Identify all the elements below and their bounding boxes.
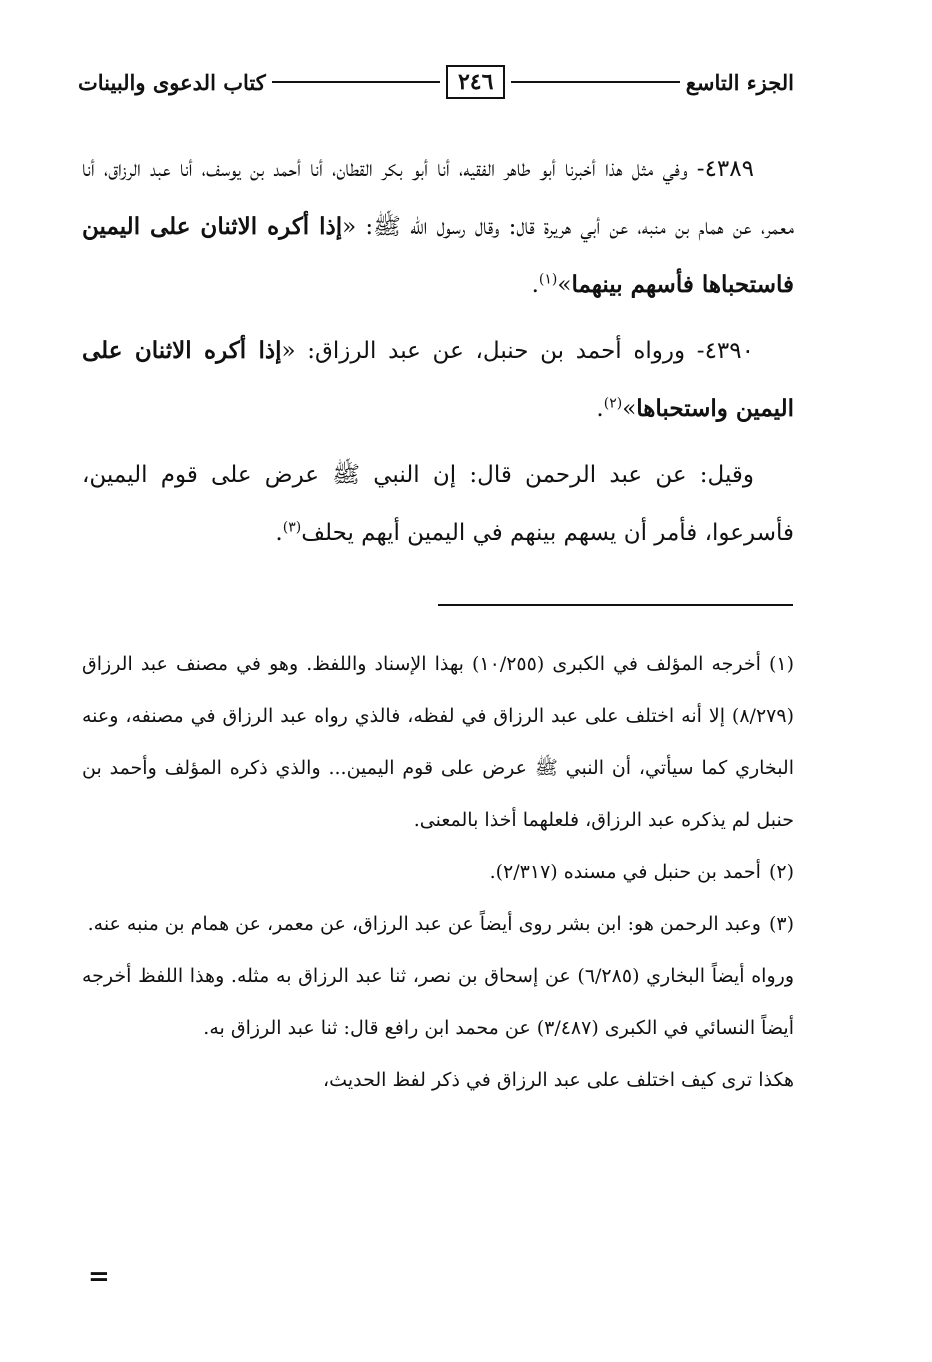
footnote-ref-1[interactable]: (١): [538, 271, 558, 288]
narration-paragraph: وقيل: عن عبد الرحمن قال: إن النبي ﷺ عرض على قوم اليمين، فأسرعوا، فأمر أن يسهم بينهم في اليمين أيهم يحلف$^{(٣)}$.: [82, 462, 794, 546]
hadith-4389-quote: إذا أكره الاثنان على اليمين فاستحباها فأسهم بينهما: [82, 213, 794, 298]
header-rule-right: [511, 81, 679, 83]
footnote-3-continued: ورواه أيضاً البخاري (٦/٢٨٥) عن إسحاق بن نصر، ثنا عبد الرزاق به مثله. وهذا اللفظ أخرجه أيضاً النسائي في الكبرى (٣/٤٨٧) عن محمد ابن رافع قال: ثنا عبد الرزاق به.: [82, 965, 794, 1039]
volume-label: الجزء التاسع: [685, 69, 794, 95]
header-rule-left: [272, 81, 440, 83]
page-header: [78, 62, 794, 102]
footnote-1: [82, 638, 794, 846]
footnote-3: [82, 898, 794, 950]
footnote-text: أخرجه المؤلف في الكبرى (١٠/٢٥٥) بهذا الإسناد واللفظ. وهو في مصنف عبد الرزاق (٨/٢٧٩) إلا أنه اختلف على عبد الرزاق في لفظه، فالذي رواه عبد الرزاق في مصنفه، وعنه البخاري كما سيأتي، أن النبي ﷺ عرض على قوم اليمين... والذي ذكره المؤلف وأحمد بن حنبل لم يذكره عبد الرزاق، فلعلهما أخذا بالمعنى.: [82, 653, 794, 831]
main-text: [82, 140, 794, 570]
footnote-ref-2[interactable]: (٢): [603, 395, 623, 412]
hadith-4390-quote: إذا أكره الاثنان على اليمين واستحباها: [82, 337, 794, 422]
book-title: كتاب الدعوى والبينات: [77, 69, 266, 95]
narration-text: وقيل: عن عبد الرحمن قال: إن النبي ﷺ عرض على قوم اليمين، فأسرعوا، فأمر أن يسهم بينهم في اليمين أيهم يحلف: [82, 462, 794, 546]
footnote-text: وعبد الرحمن هو: ابن بشر روى أيضاً عن عبد الرزاق، عن معمر، عن همام بن منبه عنه.: [87, 913, 761, 935]
footnote-2: [82, 846, 794, 898]
footnote-3-continued-2: هكذا ترى كيف اختلف على عبد الرزاق في ذكر لفظ الحديث،: [323, 1069, 794, 1091]
hadith-4389: ٤٣٨٩- وفي مثل هذا أخبرنا أبو طاهر الفقيه، أنا أبو بكر القطان، أنا أحمد بن يوسف، أنا عبد الرزاق، أنا معمر، عن همام بن منبه، عن أبي هريرة قال: وقال رسول الله ﷺ: «إذا أكره الاثنان على اليمين فاستحباها فأسهم بينهما»$^{(١)}$.: [82, 156, 794, 298]
footnote-text: أحمد بن حنبل في مسنده (٢/٣١٧).: [489, 861, 761, 883]
footnote-separator: [438, 604, 793, 606]
page-number: ٢٤٦: [446, 65, 505, 99]
hadith-4390-text: ٤٣٩٠- ورواه أحمد بن حنبل، عن عبد الرزاق: «: [281, 338, 754, 364]
continuation-mark: =: [88, 1262, 110, 1292]
quote-close: »: [622, 396, 637, 422]
footnote-number: (٣): [768, 913, 794, 935]
hadith-4389-text: ٤٣٨٩- وفي مثل هذا أخبرنا أبو طاهر الفقيه، أنا أبو بكر القطان، أنا أحمد بن يوسف، أنا عبد الرزاق، أنا معمر، عن همام بن منبه، عن أبي هريرة قال: وقال رسول الله ﷺ: «: [82, 156, 794, 240]
hadith-4390: ٤٣٩٠- ورواه أحمد بن حنبل، عن عبد الرزاق: «إذا أكره الاثنان على اليمين واستحباها»$^{(٢)}$.: [82, 337, 794, 422]
footnote-number: (١): [768, 653, 794, 675]
footnote-ref-3[interactable]: (٣): [282, 519, 302, 536]
footnotes: [82, 638, 794, 1106]
footnote-number: (٢): [768, 861, 794, 883]
quote-close: »: [557, 272, 572, 298]
